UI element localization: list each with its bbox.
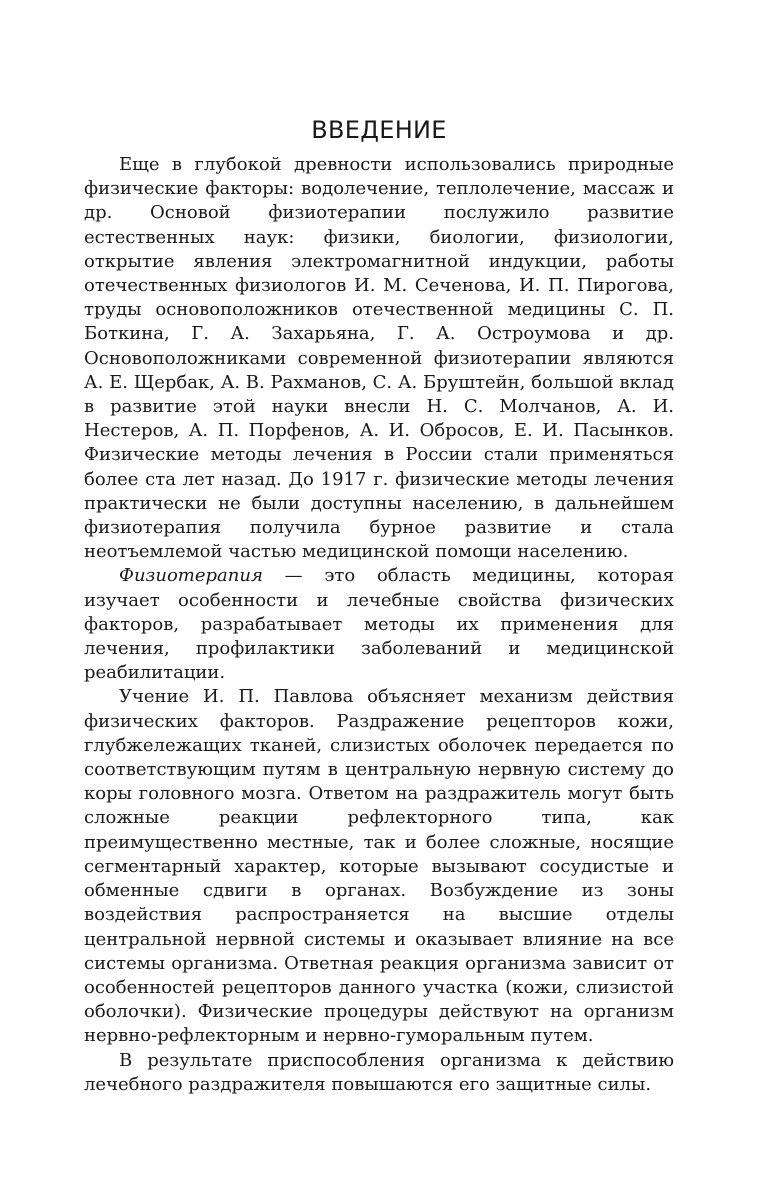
page-content	[84, 114, 674, 1097]
paragraph-pavlov-theory: Учение И. П. Павлова объясняет механизм действия физических факторов. Раздражение рецепторов кожи, глубжележащих тканей, слизистых оболочек передается по соответствующим путям в центральную нервную систему до коры головного мозга. Ответом на раздражитель могут быть сложные реакции рефлекторного типа, как преимущественно местные, так и более сложные, носящие сегментарный характер, которые вызывают сосудистые и обменные сдвиги в органах. Возбуждение из зоны воздействия распространяется на высшие отделы центральной нервной системы и оказывает влияние на все системы организма. Ответная реакция организма зависит от особенностей рецепторов данного участка (кожи, слизистой оболочки). Физические процедуры действуют на организм нервно-рефлекторным и нервно-гуморальным путем.	[84, 686, 674, 1047]
section-heading: ВВЕДЕНИЕ	[311, 116, 447, 144]
paragraph-history: Еще в глубокой древности использовались природные физические факторы: водолечение, теплолечение, массаж и др. Основой физиотерапии послужило развитие естественных наук: физики, биологии, физиологии, открытие явления электромагнитной индукции, работы отечественных физиологов И. М. Сеченова, И. П. Пирогова, труды основоположников отечественной медицины С. П. Боткина, Г. А. Захарьяна, Г. А. Остроумова и др. Основоположниками современной физиотерапии являются А. Е. Щербак, А. В. Рахманов, С. А. Бруштейн, большой вклад в развитие этой науки внесли Н. С. Молчанов, А. И. Нестеров, А. П. Порфенов, А. И. Обросов, Е. И. Пасынков. Физические методы лечения в России стали применяться более ста лет назад. До 1917 г. физические методы лечения практически не были доступны населению, в дальнейшем физиотерапия получила бурное развитие и стала неотъемлемой частью медицинской помощи населению.	[84, 154, 674, 563]
definition-text: — это область медицины, которая изучает особенности и лечебные свойства физических факторов, разрабатывает методы их применения для лечения, профилактики заболеваний и медицинской реабилитации.	[84, 565, 674, 684]
paragraph-adaptation: В результате приспособления организма к действию лечебного раздражителя повышаются его защитные силы.	[84, 1049, 674, 1095]
term-physiotherapy: Физиотерапия	[119, 565, 263, 587]
paragraph-definition	[84, 564, 674, 685]
